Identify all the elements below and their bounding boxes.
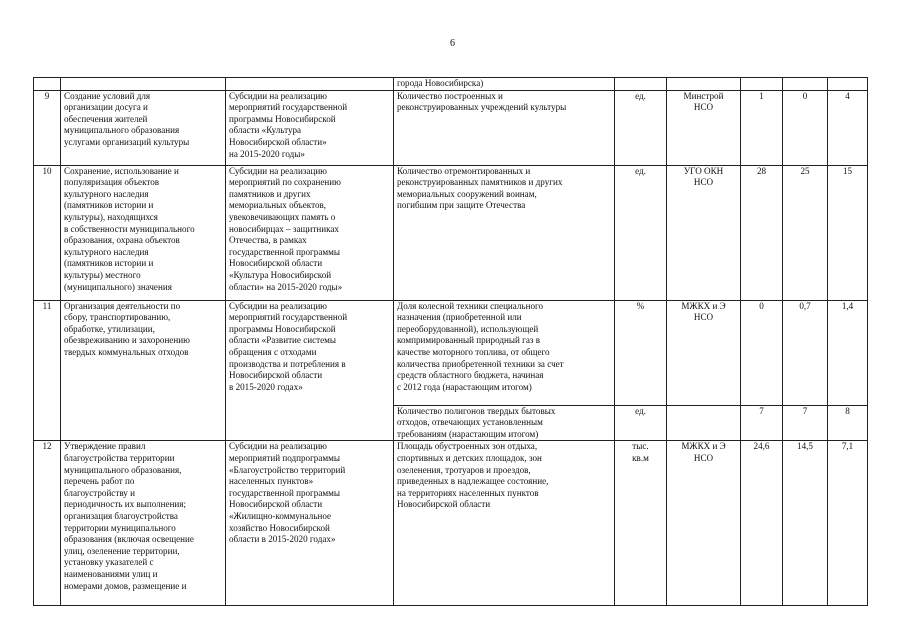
task-cell-line: благоустройству и [64, 487, 135, 498]
task-cell-line: обеспечения жителей [64, 113, 148, 124]
task-cell-line: территории муниципального [64, 522, 176, 533]
indicator-cell-line: Количество полигонов твердых бытовых [397, 405, 556, 416]
value-2019: 7 [783, 405, 828, 441]
task-cell-line: культуры) местного [64, 269, 141, 280]
indicator-cell-line: переоборудованной), использующей [397, 323, 539, 334]
row-number: 9 [34, 90, 61, 165]
unit-line: тыс. [632, 441, 649, 452]
indicator-cell-line: Количество построенных и [397, 90, 503, 101]
executor-cell [667, 78, 741, 91]
task-cell-line: муниципального образования [64, 125, 180, 136]
indicator-cell-line: погибшим при защите Отечества [397, 200, 526, 211]
measure-cell-line: «Культура Новосибирской [229, 269, 332, 280]
measure-cell-line: населенных пунктов» [229, 476, 314, 487]
executor-cell-line: НСО [693, 177, 714, 188]
executor-cell [667, 405, 741, 441]
executor-cell-line: Минстрой [683, 90, 724, 101]
value-2018: 1 [741, 90, 783, 165]
measure-cell [226, 165, 394, 300]
value-2019: 0,7 [783, 300, 828, 405]
executor-cell-line: НСО [693, 312, 714, 323]
table-row [34, 300, 868, 405]
measure-cell-line: обращения с отходами [229, 346, 317, 357]
measure-cell-line: Новосибирской области [229, 499, 323, 510]
indicator-cell-line: качестве моторного топлива, от общего [397, 346, 550, 357]
indicator-cell-line: Площадь обустроенных зон отдыха, [397, 441, 538, 452]
value-2019: 14,5 [783, 441, 828, 606]
measure-cell-line: в 2015-2020 годах» [229, 381, 303, 392]
measure-cell-line: мероприятий подпрограммы [229, 452, 340, 463]
indicator-cell-line: отходов, отвечающих установленным [397, 417, 543, 428]
indicator-cell [394, 165, 615, 300]
indicator-cell-line: приведенных в надлежащее состояние, [397, 476, 549, 487]
task-cell-line: культурного наследия [64, 246, 149, 257]
table-row [34, 78, 868, 91]
indicator-cell-line: количества приобретенной техники за счет [397, 358, 564, 369]
task-cell-line: (муниципального) значения [64, 281, 172, 292]
task-cell-line: установку указателей с [64, 557, 154, 568]
indicator-cell [394, 300, 615, 405]
measure-cell-line: программы Новосибирской [229, 323, 336, 334]
table-row [34, 90, 868, 165]
measure-cell-line: «Благоустройство территорий [229, 464, 346, 475]
measure-cell-line: увековечивающих память о [229, 211, 336, 222]
measure-cell-line: программы Новосибирской [229, 113, 336, 124]
indicator-cell-line: на территориях населенных пунктов [397, 487, 539, 498]
task-cell-line: услугами организаций культуры [64, 136, 190, 147]
task-cell-line: (памятников истории и [64, 200, 154, 211]
task-cell [61, 165, 226, 300]
value-2019: 0 [783, 90, 828, 165]
task-cell [61, 90, 226, 165]
measure-cell [226, 78, 394, 91]
indicator-cell-line: Количество отремонтированных и [397, 165, 531, 176]
indicator-cell-line: Доля колесной техники специального [397, 300, 544, 311]
task-cell-line: образования, охрана объектов [64, 235, 180, 246]
task-cell-line: культурного наследия [64, 188, 149, 199]
task-cell-line: Утверждение правил [64, 441, 146, 452]
measure-cell [226, 300, 394, 441]
measure-cell-line: новосибирцах – защитниках [229, 223, 339, 234]
task-cell-line: периодичность их выполнения; [64, 499, 187, 510]
unit-line: ед. [635, 405, 646, 416]
task-cell-line: обработке, утилизации, [64, 323, 155, 334]
unit-line: ед. [635, 165, 646, 176]
measure-cell-line: области «Развитие системы [229, 335, 337, 346]
executor-cell-line: НСО [693, 452, 714, 463]
value-2019: 25 [783, 165, 828, 300]
measure-cell-line: мероприятий по сохранению [229, 177, 341, 188]
indicator-cell-line: города Новосибирска) [397, 78, 484, 88]
task-cell-line: Создание условий для [64, 90, 151, 101]
task-cell-line: Сохранение, использование и [64, 165, 179, 176]
task-cell-line: культуры), находящихся [64, 211, 158, 222]
executor-cell-line: УГО ОКН [683, 165, 724, 176]
value-2018: 0 [741, 300, 783, 405]
executor-cell [667, 441, 741, 606]
task-cell-line: обезвреживанию и захоронению [64, 335, 190, 346]
task-cell-line: (памятников истории и [64, 258, 154, 269]
measure-cell-line: мемориальных объектов, [229, 200, 327, 211]
task-cell-line: улиц, озеленение территории, [64, 545, 180, 556]
indicator-cell-line: компримированный природный газ в [397, 335, 541, 346]
indicator-cell-line: с 2012 года (нарастающим итогом) [397, 381, 532, 392]
task-cell [61, 78, 226, 91]
unit-line: ед. [635, 90, 646, 101]
measure-cell-line: государственной программы [229, 487, 340, 498]
measure-cell-line: Субсидии на реализацию [229, 300, 327, 311]
measure-cell-line: хозяйство Новосибирской [229, 522, 330, 533]
indicator-cell-line: озеленения, тротуаров и проездов, [397, 464, 531, 475]
measure-cell [226, 441, 394, 606]
measure-cell-line: памятников и других [229, 188, 311, 199]
value-2020: 1,4 [828, 300, 868, 405]
indicator-cell-line: требованиям (нарастающим итогом) [397, 428, 539, 439]
task-cell-line: популяризация объектов [64, 177, 160, 188]
measure-cell-line: государственной программы [229, 246, 340, 257]
row-number: 11 [34, 300, 61, 441]
value-2018: 28 [741, 165, 783, 300]
executor-cell-line: МЖКХ и Э [681, 441, 726, 452]
unit-cell [615, 405, 667, 441]
measure-cell-line: мероприятий государственной [229, 102, 348, 113]
row-number: 10 [34, 165, 61, 300]
measure-cell-line: Новосибирской области» [229, 136, 327, 147]
indicator-cell [394, 90, 615, 165]
measure-cell-line: мероприятий государственной [229, 312, 348, 323]
task-cell-line: сбору, транспортированию, [64, 312, 171, 323]
unit-line: % [636, 300, 645, 311]
unit-cell [615, 90, 667, 165]
value-2018 [741, 78, 783, 91]
executor-cell [667, 90, 741, 165]
task-cell-line: наименованиями улиц и [64, 568, 158, 579]
indicator-cell [394, 78, 615, 91]
measure-cell [226, 90, 394, 165]
table-body [34, 78, 868, 606]
task-cell-line: муниципального образования, [64, 464, 182, 475]
measure-cell-line: Новосибирской области [229, 258, 323, 269]
task-cell-line: номерами домов, размещение и [64, 580, 187, 591]
measure-cell-line: области» на 2015-2020 годы» [229, 281, 343, 292]
indicator-cell [394, 441, 615, 606]
measure-cell-line: на 2015-2020 годы» [229, 148, 305, 159]
task-cell-line: образования (включая освещение [64, 534, 194, 545]
indicator-cell-line: средств областного бюджета, начиная [397, 370, 544, 381]
row-number: 12 [34, 441, 61, 606]
executor-cell [667, 165, 741, 300]
unit-cell [615, 300, 667, 405]
task-cell-line: в собственности муниципального [64, 223, 195, 234]
measure-cell-line: Субсидии на реализацию [229, 165, 327, 176]
task-cell-line: благоустройства территории [64, 452, 175, 463]
row-number [34, 78, 61, 91]
measure-cell-line: Новосибирской области [229, 370, 323, 381]
indicator-cell-line: реконструированных памятников и других [397, 177, 563, 188]
indicator-cell-line: Новосибирской области [397, 499, 491, 510]
task-cell-line: организация благоустройства [64, 510, 178, 521]
indicator-cell-line: назначения (приобретенной или [397, 312, 522, 323]
unit-cell [615, 441, 667, 606]
unit-cell [615, 78, 667, 91]
value-2020 [828, 78, 868, 91]
unit-line: кв.м [632, 452, 649, 463]
value-2018: 24,6 [741, 441, 783, 606]
measure-cell-line: области «Культура [229, 125, 302, 136]
indicator-cell [394, 405, 615, 441]
executor-cell-line: НСО [693, 102, 714, 113]
task-cell-line: Организация деятельности по [64, 300, 181, 311]
unit-cell [615, 165, 667, 300]
task-cell [61, 300, 226, 441]
task-cell-line: твердых коммунальных отходов [64, 346, 189, 357]
measure-cell-line: Отечества, в рамках [229, 235, 307, 246]
value-2018: 7 [741, 405, 783, 441]
table-row [34, 165, 868, 300]
value-2019 [783, 78, 828, 91]
page-number: 6 [450, 38, 455, 49]
indicator-cell-line: мемориальных сооружений воинам, [397, 188, 537, 199]
value-2020: 15 [828, 165, 868, 300]
executor-cell-line: МЖКХ и Э [681, 300, 726, 311]
measure-cell-line: Субсидии на реализацию [229, 90, 327, 101]
measure-cell-line: области в 2015-2020 годах» [229, 534, 336, 545]
table-row [34, 441, 868, 606]
measure-cell-line: производства и потребления в [229, 358, 346, 369]
value-2020: 4 [828, 90, 868, 165]
executor-cell [667, 300, 741, 405]
program-table [33, 77, 868, 606]
measure-cell-line: Субсидии на реализацию [229, 441, 327, 452]
indicator-cell-line: спортивных и детских площадок, зон [397, 452, 542, 463]
measure-cell-line: «Жилищно-коммунальное [229, 510, 332, 521]
indicator-cell-line: реконструированных учреждений культуры [397, 102, 567, 113]
task-cell-line: организации досуга и [64, 102, 148, 113]
value-2020: 8 [828, 405, 868, 441]
task-cell-line: перечень работ по [64, 476, 135, 487]
value-2020: 7,1 [828, 441, 868, 606]
task-cell [61, 441, 226, 606]
